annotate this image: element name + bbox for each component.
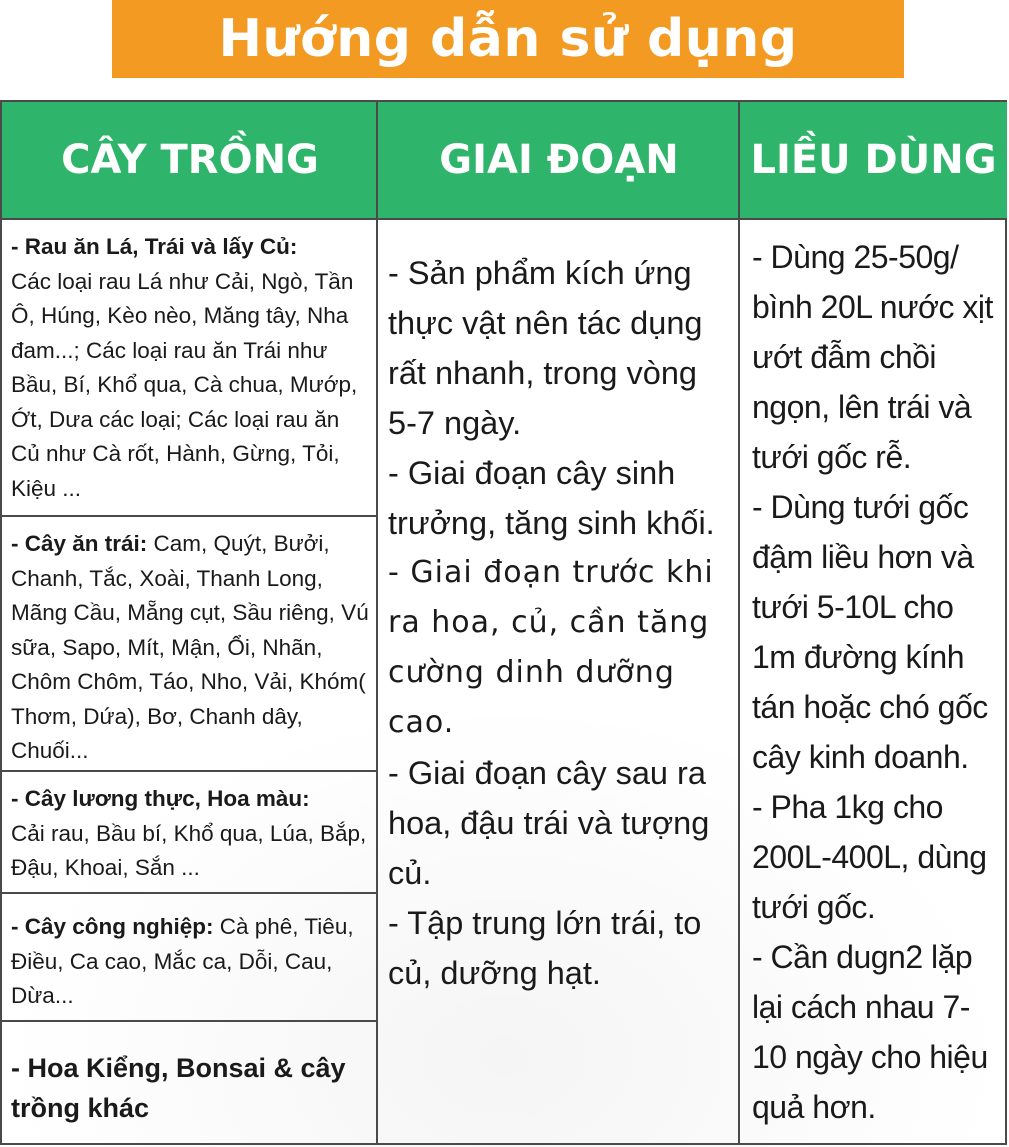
header-stage: GIAI ĐOẠN — [378, 102, 740, 218]
stage-item: - Sản phẩm kích ứng thực vật nên tác dụng rất nhanh, trong vòng 5-7 ngày. — [388, 255, 703, 441]
crop-cell-vegetables — [2, 220, 376, 515]
usage-table — [0, 100, 1007, 1145]
header-dose: LIỀU DÙNG — [740, 102, 1007, 218]
dose-item: - Cần dugn2 lặp lại cách nhau 7-10 ngày cho hiệu quả hơn. — [752, 939, 988, 1125]
crop-label: - Cây ăn trái: — [11, 531, 148, 556]
dose-cell — [740, 220, 1005, 1145]
crop-cell-industrial — [2, 894, 376, 1020]
header-crop: CÂY TRỒNG — [2, 102, 378, 218]
crop-label: - Hoa Kiểng, Bonsai & cây trồng khác — [11, 1053, 346, 1123]
crop-cell-food-crops — [2, 772, 376, 892]
stage-item: - Giai đoạn cây sau ra hoa, đậu trái và tượng củ. — [388, 755, 710, 891]
stage-item: - Tập trung lớn trái, to củ, dưỡng hạt. — [388, 905, 702, 991]
crop-text: Cam, Quýt, Bưởi, Chanh, Tắc, Xoài, Thanh Long, Mãng Cầu, Mẵng cụt, Sầu riêng, Vú sữa, Sapo, Mít, Mận, Ổi, Nhãn, Chôm Chôm, Táo, Nho, Vải, Khóm( Thơm, Dứa), Bơ, Chanh dây, Chuối... — [11, 531, 369, 763]
page-title: Hướng dẫn sử dụng — [218, 9, 798, 69]
crop-text: Cải rau, Bầu bí, Khổ qua, Lúa, Bắp, Đậu, Khoai, Sắn ... — [11, 820, 367, 880]
stage-item: - Giai đoạn trước khi ra hoa, củ, cần tăng cường dinh dưỡng cao. — [388, 555, 714, 740]
crop-cell-ornamental — [2, 1022, 376, 1143]
crop-label: - Cây công nghiệp: — [11, 914, 214, 939]
crop-text: Cà phê, Tiêu, Điều, Ca cao, Mắc ca, Dỗi, Cau, Dừa... — [11, 914, 354, 1008]
crop-cell-fruit-trees — [2, 517, 376, 770]
stage-item: - Giai đoạn cây sinh trưởng, tăng sinh khối. — [388, 455, 715, 541]
dose-item: - Pha 1kg cho 200L-400L, dùng tưới gốc. — [752, 789, 987, 925]
title-banner — [112, 0, 904, 78]
dose-item: - Dùng tưới gốc đậm liều hơn và tưới 5-10L cho 1m đường kính tán hoặc chó gốc cây kinh doanh. — [752, 489, 988, 775]
dose-item: - Dùng 25-50g/ bình 20L nước xịt ướt đẫm chồi ngọn, lên trái và tưới gốc rễ. — [752, 239, 993, 475]
stage-cell — [378, 220, 738, 1145]
crop-label: - Cây lương thực, Hoa màu: — [11, 786, 310, 811]
crop-text: Các loại rau Lá như Cải, Ngò, Tần Ô, Húng, Kèo nèo, Măng tây, Nha đam...; Các loại rau ăn Trái như Bầu, Bí, Khổ qua, Cà chua, Mướp, Ớt, Dưa các loại; Các loại rau ăn Củ như Cà rốt, Hành, Gừng, Tỏi, Kiệu ... — [11, 268, 358, 501]
crop-label: - Rau ăn Lá, Trái và lấy Củ: — [11, 234, 298, 259]
